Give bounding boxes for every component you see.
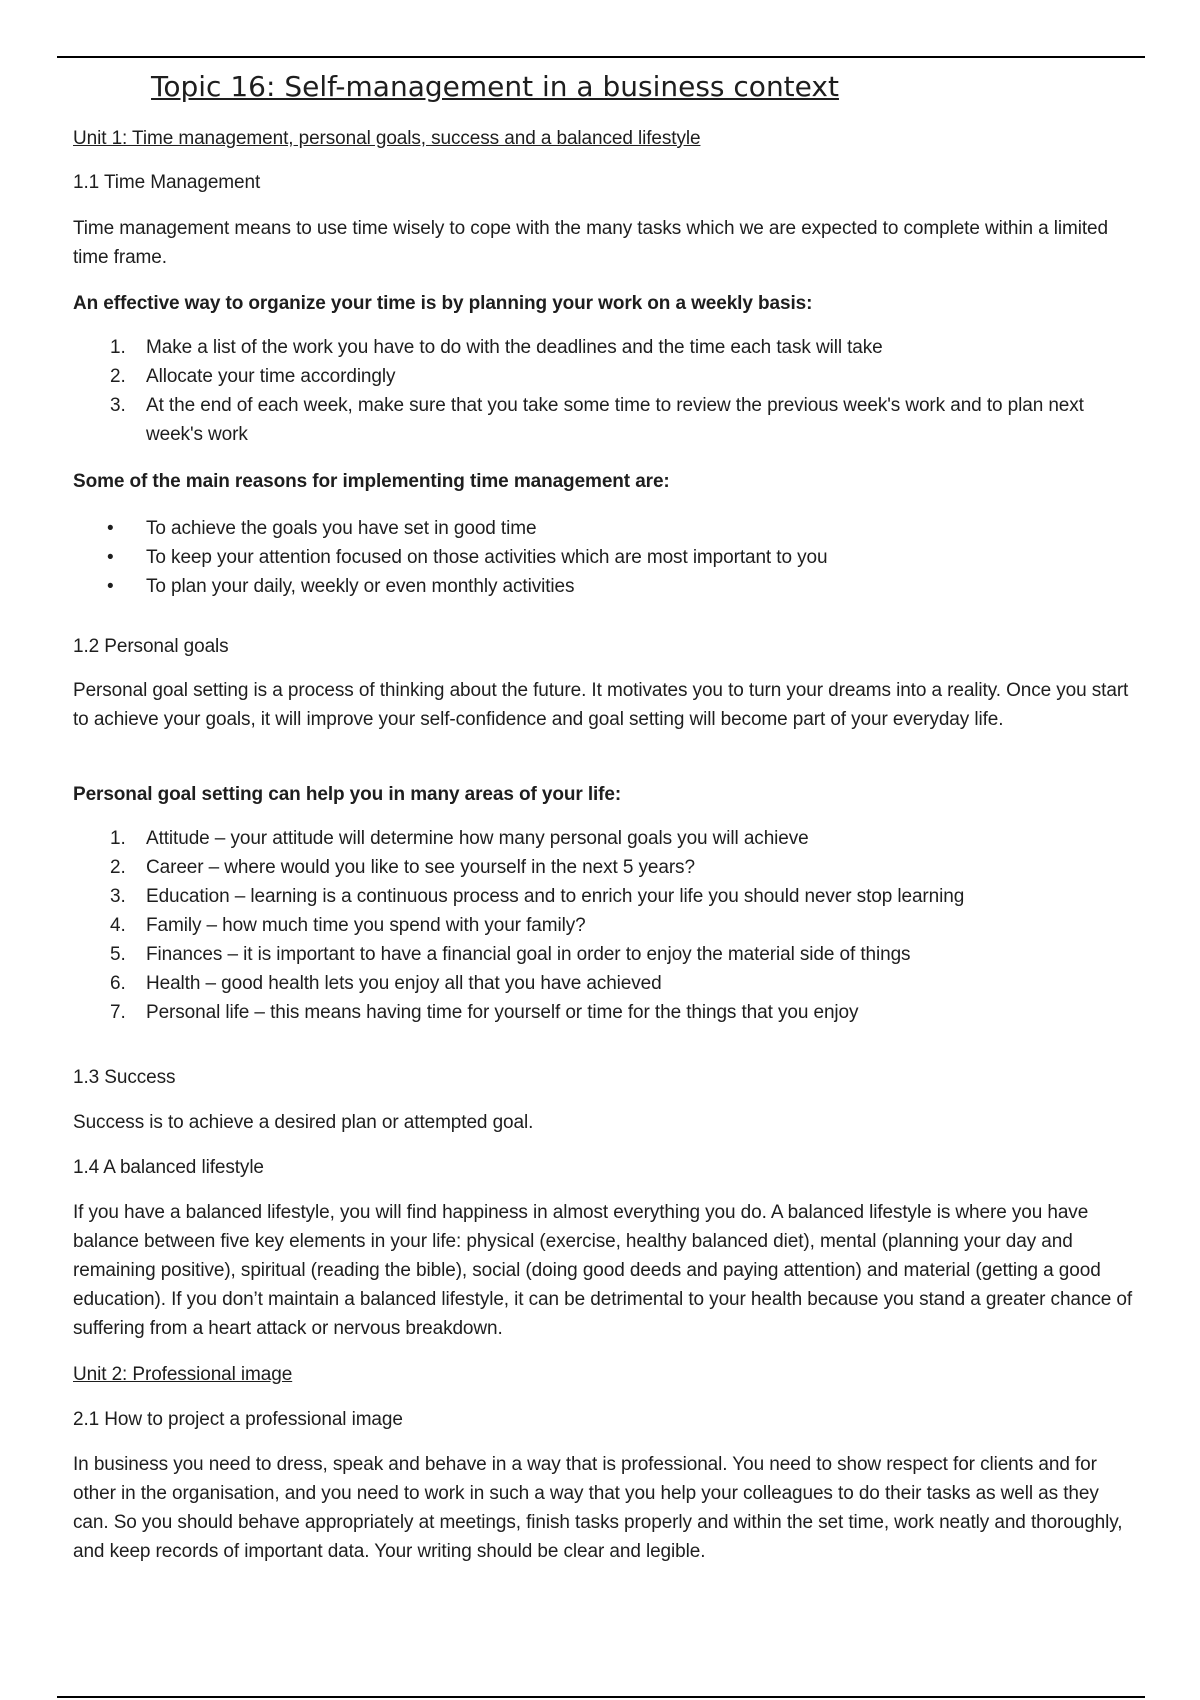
unit1-heading: Unit 1: Time management, personal goals, success and a balanced lifestyle [73,128,701,149]
list-item: 7. Personal life – this means having time for yourself or time for the things that you enjoy [110,1002,859,1023]
list-item: 2. Career – where would you like to see yourself in the next 5 years? [110,857,695,878]
section-1-1-body: Time management means to use time wisely to cope with the many tasks which we are expected to complete within a limited time frame. [73,218,1108,268]
list-item: 2. Allocate your time accordingly [110,366,396,387]
list-item: 4. Family – how much time you spend with your family? [110,915,586,936]
areas-intro: Personal goal setting can help you in many areas of your life: [73,784,622,805]
areas-list [73,824,1133,1027]
section-1-2-body: Personal goal setting is a process of thinking about the future. It motivates you to turn your dreams into a reality. Once you start to achieve your goals, it will improve your self-confidence and goal setting will become part of your everyday life. [73,680,1129,730]
section-1-2-heading: 1.2 Personal goals [73,636,229,657]
plan-intro: An effective way to organize your time is by planning your work on a weekly basis: [73,293,813,314]
section-1-1-heading: 1.1 Time Management [73,172,261,193]
list-item: 3. Education – learning is a continuous process and to enrich your life you should never stop learning [110,886,965,907]
section-1-4-heading: 1.4 A balanced lifestyle [73,1157,264,1178]
list-item: • To achieve the goals you have set in good time [107,518,537,539]
bottom-rule [57,1696,1145,1698]
section-2-1-heading: 2.1 How to project a professional image [73,1409,403,1430]
list-item: 1. Attitude – your attitude will determine how many personal goals you will achieve [110,828,809,849]
plan-steps-list [73,333,1133,449]
list-item: 5. Finances – it is important to have a financial goal in order to enjoy the material side of things [110,944,911,965]
reasons-list [73,514,1133,601]
unit2-heading: Unit 2: Professional image [73,1364,293,1385]
section-1-4-body: If you have a balanced lifestyle, you will find happiness in almost everything you do. A balanced lifestyle is where you have balance between five key elements in your life: physical (exercise, healthy balanced diet), mental (planning your day and remaining positive), spiritual (reading the bible), social (doing good deeds and paying attention) and material (getting a good education). If you don’t maintain a balanced lifestyle, it can be detrimental to your health because you stand a greater chance of suffering from a heart attack or nervous breakdown. [73,1202,1133,1339]
section-1-3-heading: 1.3 Success [73,1067,176,1088]
top-rule [57,56,1145,58]
section-2-1-body: In business you need to dress, speak and behave in a way that is professional. You need to show respect for clients and for other in the organisation, and you need to work in such a way that you help your colleagues to do their tasks as well as they can. So you should behave appropriately at meetings, finish tasks properly and within the set time, work neatly and thoroughly, and keep records of important data. Your writing should be clear and legible. [73,1454,1123,1562]
list-item: • To plan your daily, weekly or even monthly activities [107,576,575,597]
section-1-3-body: Success is to achieve a desired plan or attempted goal. [73,1112,534,1133]
page-title: Topic 16: Self-management in a business context [151,70,839,103]
list-item: 6. Health – good health lets you enjoy all that you have achieved [110,973,662,994]
list-item: 1. Make a list of the work you have to do with the deadlines and the time each task will take [110,337,883,358]
reasons-intro: Some of the main reasons for implementing time management are: [73,471,670,492]
list-item: 3. At the end of each week, make sure that you take some time to review the previous week's work and to plan next week's work [110,395,1084,445]
list-item: • To keep your attention focused on those activities which are most important to you [107,547,828,568]
